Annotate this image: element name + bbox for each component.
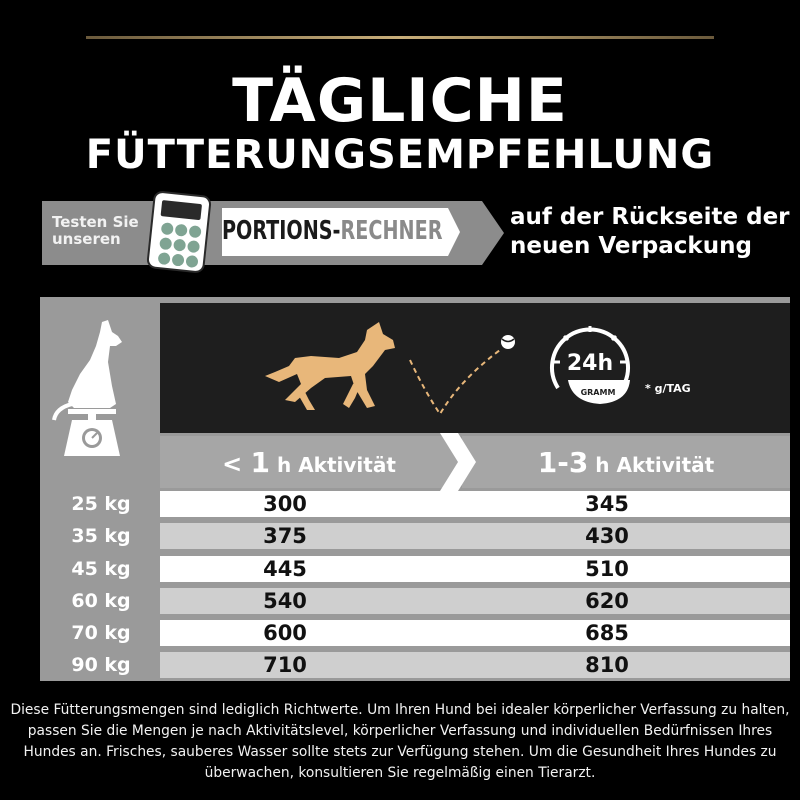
column-header-low-text: < 1 h Aktivität [222,446,396,479]
clock-24h-icon [540,318,640,410]
pill-label-part1: PORTIONS- [222,216,341,246]
ball-icon [400,330,520,416]
high-activity-cell: 685 [585,621,629,645]
page-title-line2: FÜTTERUNGSEMPFEHLUNG [85,132,715,178]
disclaimer-text: Diese Fütterungsmengen sind lediglich Richtwerte. Um Ihren Hund bei idealer körperlicher Verfassung zu halten, passen Sie die Mengen je nach Aktivitätslevel, körperlicher Verfassung und individuellen Bedürfnissen Ihres Hundes an. Frisches, sauberes Wasser sollte stets zur Verfügung stehen. Um die Gesundheit Ihres Hundes zu überwachen, konsultieren Sie regelmäßig einen Tierarzt. [10,702,790,781]
weight-cell: 25 kg [71,493,131,515]
page-title-line1: TÄGLICHE [232,66,568,136]
high-activity-cell: 510 [585,557,629,581]
low-activity-cell: 710 [263,653,307,677]
low-activity-cell: 445 [263,557,307,581]
bowl-label: GRAMM [580,388,616,397]
dog-on-scale-icon [50,316,134,464]
high-activity-cell: 620 [585,589,629,613]
promo-small-label: Testen Sie unseren [52,213,139,248]
weight-cell: 35 kg [71,525,131,547]
low-activity-cell: 375 [263,524,307,548]
high-activity-cell: 810 [585,653,629,677]
portions-rechner-label [222,216,443,246]
calculator-icon [145,190,213,274]
low-activity-cell: 600 [263,621,307,645]
promo-right-text: auf der Rückseite der neuen Verpackung [510,204,790,259]
low-activity-cell: 300 [263,492,307,516]
weight-cell: 70 kg [71,622,131,644]
top-decorative-rule [86,36,714,39]
unit-label: * g/TAG [645,382,691,395]
low-activity-cell: 540 [263,589,307,613]
weight-cell: 45 kg [71,558,131,580]
high-activity-cell: 345 [585,492,629,516]
clock-label: 24h [566,351,614,376]
column-header-high-text: 1-3 h Aktivität [537,446,715,479]
high-activity-cell: 430 [585,524,629,548]
pill-label-part2: RECHNER [340,216,443,246]
weight-cell: 90 kg [71,654,131,676]
running-dog-icon [255,318,405,418]
weight-cell: 60 kg [71,590,131,612]
